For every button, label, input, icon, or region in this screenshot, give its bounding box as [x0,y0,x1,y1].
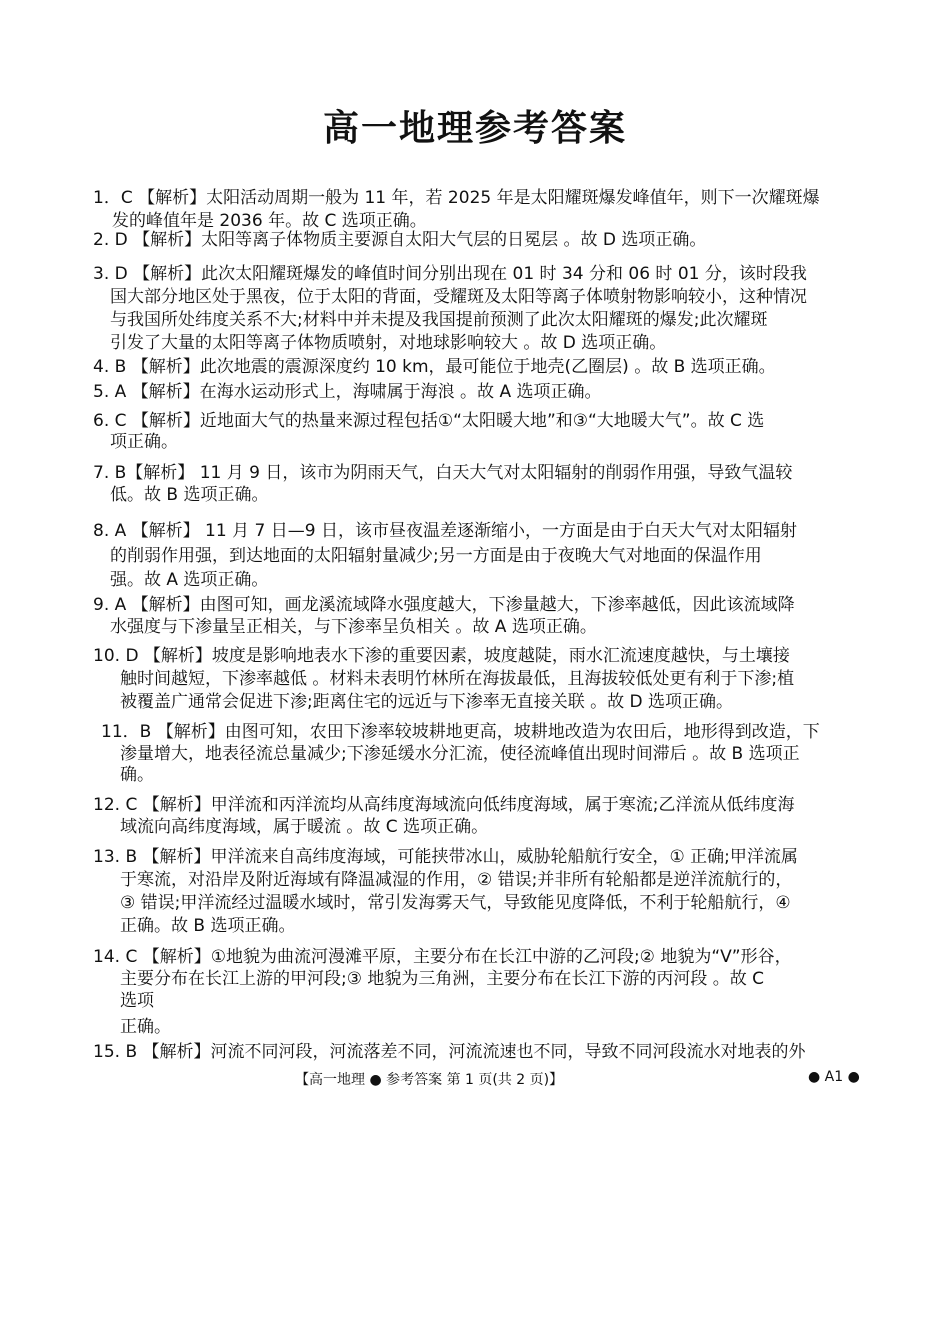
answer-line: 域流向高纬度海域，属于暖流 。故 C 选项正确。 [120,817,489,837]
answer-line: 主要分布在长江上游的甲河段;③ 地貌为三角洲，主要分布在长江下游的丙河段 。故 C [120,969,765,989]
answer-line: 水强度与下渗量呈正相关，与下渗率呈负相关 。故 A 选项正确。 [110,617,597,637]
answer-line: ③ 错误;甲洋流经过温暖水域时，常引发海雾天气，导致能见度降低，不利于轮船航行，④ [120,893,791,913]
answer-line: 触时间越短，下渗率越低 。材料未表明竹林所在海拔最低，且海拔较低处更有利于下渗;植 [120,669,795,689]
answer-line: 2. D 【解析】太阳等离子体物质主要源自太阳大气层的日冕层 。故 D 选项正确。 [93,230,707,250]
answer-line: 渗量增大，地表径流总量减少;下渗延缓水分汇流，使径流峰值出现时间滞后 。故 B 选项正 [120,744,800,764]
answer-line: 13. B 【解析】甲洋流来自高纬度海域，可能挟带冰山，威胁轮船航行安全，① 正确;甲洋流属 [93,847,798,867]
answer-line: 项正确。 [110,432,178,452]
answer-line: 低。故 B 选项正确。 [110,485,269,505]
answer-line: 5. A 【解析】在海水运动形式上，海啸属于海浪 。故 A 选项正确。 [93,382,602,402]
answer-line: 于寒流，对沿岸及附近海域有降温减湿的作用，② 错误;并非所有轮船都是逆洋流航行的， [120,870,793,890]
answer-line: 1．C 【解析】太阳活动周期一般为 11 年，若 2025 年是太阳耀斑爆发峰值年，则下一次耀斑爆 [93,188,820,208]
answer-line: 3. D 【解析】此次太阳耀斑爆发的峰值时间分别出现在 01 时 34 分和 06 时 01 分，该时段我 [93,264,807,284]
answer-line: 选项 [120,991,154,1011]
answer-line: 被覆盖广通常会促进下渗;距离住宅的远近与下渗率无直接关联 。故 D 选项正确。 [120,692,734,712]
answer-line: 引发了大量的太阳等离子体物质喷射，对地球影响较大 。故 D 选项正确。 [110,333,667,353]
answer-line: 发的峰值年是 2036 年。故 C 选项正确。 [112,211,427,231]
page-title: 高一地理参考答案 [322,108,627,149]
answer-line: 强。故 A 选项正确。 [110,570,269,590]
answer-line: 12. C 【解析】甲洋流和丙洋流均从高纬度海域流向低纬度海域，属于寒流;乙洋流从低纬度海 [93,795,795,815]
answer-line: 确。 [120,765,154,785]
answer-line: 与我国所处纬度关系不大;材料中并未提及我国提前预测了此次太阳耀斑的爆发;此次耀斑 [110,310,768,330]
answer-line: 11．B 【解析】由图可知，农田下渗率较坡耕地更高，坡耕地改造为农田后，地形得到改造，下 [101,722,820,742]
answer-line: 8. A 【解析】 11 月 7 日—9 日，该市昼夜温差逐渐缩小，一方面是由于白天大气对太阳辐射 [93,521,797,541]
answer-line: 14. C 【解析】①地貌为曲流河漫滩平原，主要分布在长江中游的乙河段;② 地貌为“V”形谷， [93,947,792,967]
page-footer: 【高一地理 ● 参考答案 第 1 页(共 2 页)】 [295,1072,564,1088]
answer-line: 4. B 【解析】此次地震的震源深度约 10 km，最可能位于地壳(乙圈层) 。故 B 选项正确。 [93,357,776,377]
answer-line: 15. B 【解析】河流不同河段，河流落差不同，河流流速也不同，导致不同河段流水对地表的外 [93,1042,806,1062]
answer-line: 正确。 [120,1017,171,1037]
answer-line: 国大部分地区处于黑夜，位于太阳的背面，受耀斑及太阳等离子体喷射物影响较小，这种情况 [110,287,807,307]
answer-line: 正确。故 B 选项正确。 [120,916,296,936]
answer-line: 的削弱作用强，到达地面的太阳辐射量减少;另一方面是由于夜晚大气对地面的保温作用 [110,546,762,566]
page-footer-code: ● A1 ● [808,1069,860,1085]
answer-line: 9. A 【解析】由图可知，画龙溪流域降水强度越大，下渗量越大，下渗率越低，因此该流域降 [93,595,795,615]
answer-line: 7. B【解析】 11 月 9 日，该市为阴雨天气，白天大气对太阳辐射的削弱作用强，导致气温较 [93,463,793,483]
answer-line: 6. C 【解析】近地面大气的热量来源过程包括①“太阳暖大地”和③“大地暖大气”。故 C 选 [93,411,765,431]
answer-line: 10. D 【解析】坡度是影响地表水下渗的重要因素，坡度越陡，雨水汇流速度越快，与土壤接 [93,646,790,666]
